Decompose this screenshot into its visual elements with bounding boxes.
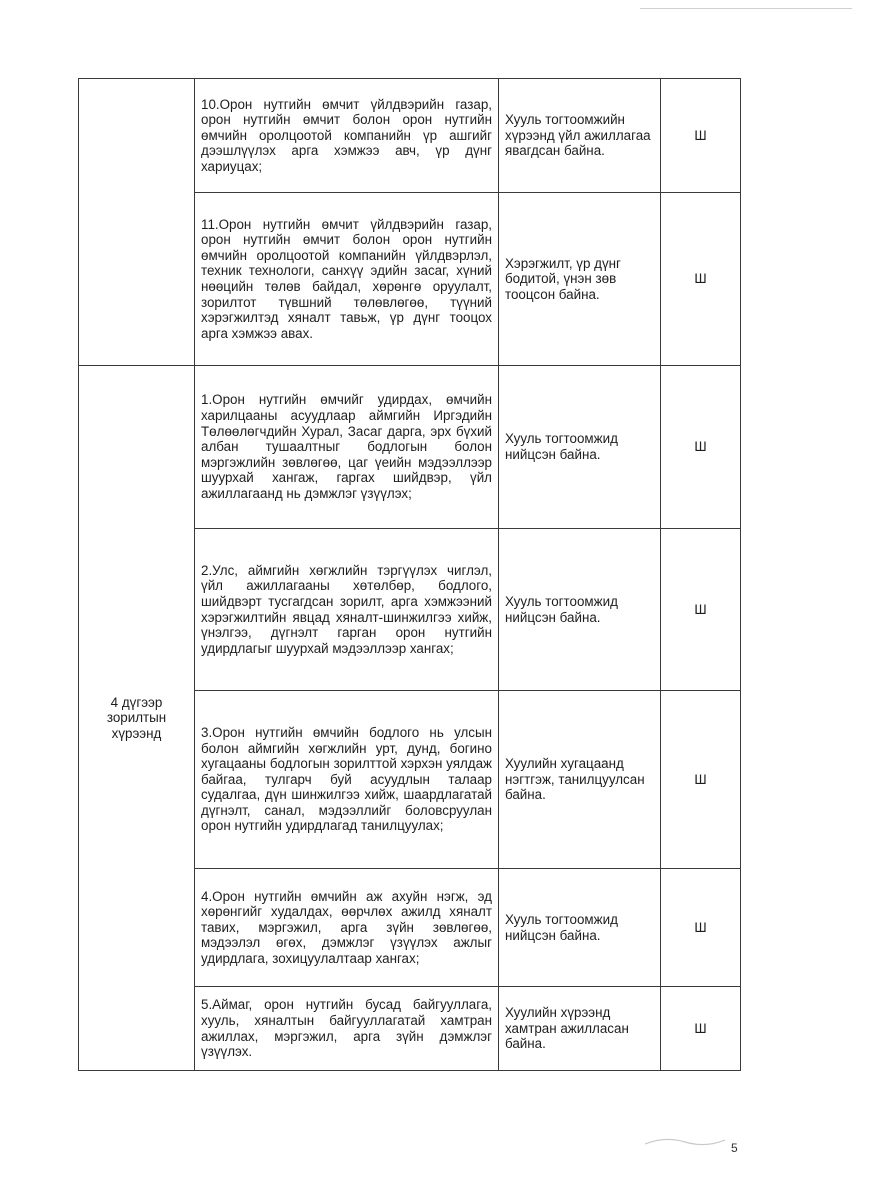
task-cell: 1.Орон нутгийн өмчийг удирдах, өмчийн харилцааны асуудлаар аймгийн Иргэдийн Төлөөлөгчдийн Хурал, Засаг дарга, эрх бүхий албан тушаалтныг бодлогын болон мэргэжлийн зөвлөгөө, цаг үеийн мэдээллээр шуурхай хангаж, гаргах шийдвэр, үйл ажиллагаанд нь дэмжлэг үзүүлэх; (195, 366, 499, 529)
result-cell: Хууль тогтоомжид нийцсэн байна. (499, 869, 661, 987)
pen-mark (640, 1126, 730, 1156)
result-cell: Хууль тогтоомжид нийцсэн байна. (499, 529, 661, 691)
mark-cell: Ш (661, 529, 741, 691)
result-cell: Хуулийн хүрээнд хамтран ажилласан байна. (499, 987, 661, 1071)
mark-cell: Ш (661, 987, 741, 1071)
mark-cell: Ш (661, 869, 741, 987)
top-rule (640, 8, 852, 9)
section-label: 4 дүгээр зорилтын хүрээнд (79, 366, 195, 1071)
task-cell: 10.Орон нутгийн өмчит үйлдвэрийн газар, орон нутгийн өмчит болон орон нутгийн өмчийн оролцоотой компанийн үр ашгийг дээшлүүлэх арга хэмжээ авч, үр дүнг хариуцах; (195, 79, 499, 193)
result-cell: Хуулийн хугацаанд нэгтгэж, танилцуулсан байна. (499, 691, 661, 869)
result-cell: Хэрэгжилт, үр дүнг бодитой, үнэн зөв тооцсон байна. (499, 193, 661, 366)
mark-cell: Ш (661, 193, 741, 366)
mark-cell: Ш (661, 691, 741, 869)
task-cell: 11.Орон нутгийн өмчит үйлдвэрийн газар, орон нутгийн өмчит болон орон нутгийн өмчийн оролцоотой компанийн үйлдвэрлэл, техник технологи, санхүү эдийн засаг, хүний нөөцийн төлөв байдал, хөрөнгө оруулалт, зорилтот түвшний төлөвлөгөө, түүний хэрэгжилтэд хяналт тавьж, үр дүнг тооцох арга хэмжээ авах. (195, 193, 499, 366)
mark-cell: Ш (661, 79, 741, 193)
task-cell: 2.Улс, аймгийн хөгжлийн тэргүүлэх чиглэл, үйл ажиллагааны хөтөлбөр, бодлого, шийдвэрт тусгагдсан зорилт, арга хэмжээний хэрэгжилтийн явцад хяналт-шинжилгээ хийж, үнэлгээ, дүгнэлт гарган орон нутгийн удирдлагыг шуурхай мэдээллээр хангах; (195, 529, 499, 691)
result-cell: Хууль тогтоомжид нийцсэн байна. (499, 366, 661, 529)
page-number: 5 (731, 1141, 738, 1155)
table-row (79, 79, 741, 193)
assessment-table (78, 78, 741, 1071)
section-cell-empty (79, 79, 195, 366)
task-cell: 5.Аймаг, орон нутгийн бусад байгууллага, хууль, хяналтын байгууллагатай хамтран ажиллах, мэргэжил, арга зүйн дэмжлэг үзүүлэх. (195, 987, 499, 1071)
mark-cell: Ш (661, 366, 741, 529)
result-cell: Хууль тогтоомжийн хүрээнд үйл ажиллагаа явагдсан байна. (499, 79, 661, 193)
task-cell: 3.Орон нутгийн өмчийн бодлого нь улсын болон аймгийн хөгжлийн урт, дунд, богино хугацааны бодлогын зорилттой хэрхэн уялдаж байгаа, тулгарч буй асуудлын талаар судалгаа, дүн шинжилгээ хийж, шаардлагатай дүгнэлт, санал, мэдээллийг боловсруулан орон нутгийн удирдлагад танилцуулах; (195, 691, 499, 869)
task-cell: 4.Орон нутгийн өмчийн аж ахуйн нэгж, эд хөрөнгийг худалдах, өөрчлөх ажилд хяналт тавих, мэргэжил, арга зүйн зөвлөгөө, мэдээлэл өгөх, дэмжлэг үзүүлэх ажлыг удирдлага, зохицуулалтаар хангах; (195, 869, 499, 987)
table-row (79, 366, 741, 529)
